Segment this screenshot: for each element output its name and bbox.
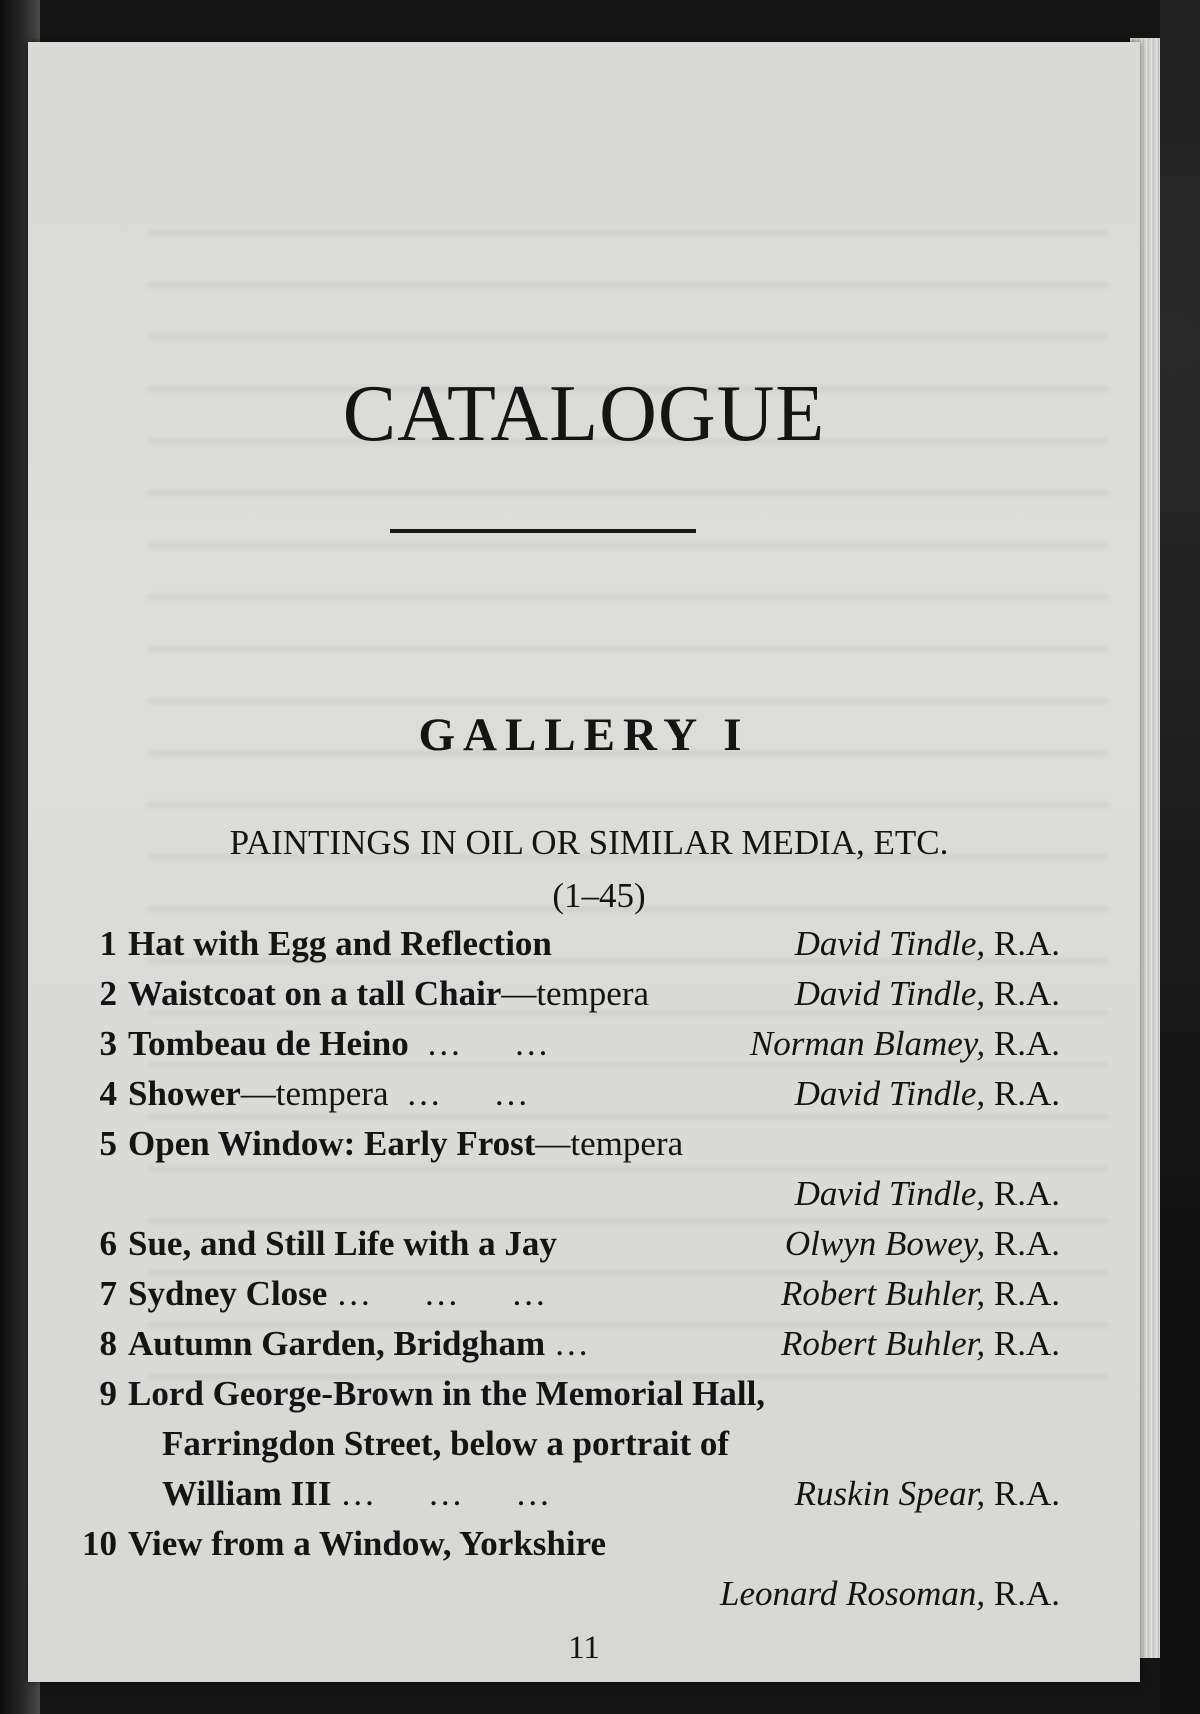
- page-number: 11: [568, 1630, 600, 1666]
- artist-distinction: R.A.: [993, 1474, 1060, 1513]
- leader-dots: … … …: [327, 1274, 547, 1313]
- entry-range: (1–45): [552, 876, 646, 915]
- work-title-line: Lord George-Brown in the Memorial Hall,: [128, 1374, 766, 1413]
- entry-work: [128, 1319, 589, 1369]
- entry-artist: [795, 1069, 1060, 1119]
- work-title: Waistcoat on a tall Chair: [128, 974, 502, 1013]
- leader-dots: …: [545, 1324, 589, 1363]
- work-medium: —tempera: [240, 1074, 389, 1113]
- scan-background-right: [1160, 0, 1200, 1714]
- artist-name: Norman Blamey,: [749, 1024, 986, 1063]
- entry-work: [128, 1069, 529, 1119]
- entry-work: [128, 969, 649, 1019]
- work-title: Autumn Garden, Bridgham: [128, 1324, 546, 1363]
- work-title-line: Farringdon Street, below a portrait of: [162, 1424, 730, 1463]
- catalogue-entry-continuation: [28, 1469, 1140, 1519]
- work-medium: —tempera: [501, 974, 650, 1013]
- entry-work: [128, 1019, 549, 1069]
- work-title-line: William III: [162, 1474, 332, 1513]
- entry-number: 6: [99, 1224, 117, 1263]
- catalogue-entry: [28, 919, 1140, 969]
- artist-name: Olwyn Bowey,: [784, 1224, 986, 1263]
- entry-number: 4: [99, 1074, 117, 1113]
- leader-dots: … …: [388, 1074, 529, 1113]
- work-title: Open Window: Early Frost: [128, 1124, 536, 1163]
- catalogue-entry: [28, 1269, 1140, 1319]
- entry-work: [162, 1469, 550, 1519]
- catalogue-entry: [28, 969, 1140, 1019]
- catalogue-entry-continuation: [28, 1569, 1140, 1619]
- entry-artist: [795, 1169, 1060, 1219]
- leader-dots: … … …: [331, 1474, 551, 1513]
- gallery-heading: GALLERY I: [418, 709, 750, 761]
- work-title: Tombeau de Heino: [128, 1024, 409, 1063]
- catalogue-entry: [28, 1219, 1140, 1269]
- artist-name: David Tindle,: [794, 974, 986, 1013]
- page-heading: CATALOGUE: [342, 370, 826, 458]
- artist-name: Leonard Rosoman,: [720, 1574, 986, 1613]
- artist-name: Robert Buhler,: [780, 1274, 986, 1313]
- artist-distinction: R.A.: [993, 1224, 1060, 1263]
- entry-work: [128, 1519, 606, 1569]
- work-title: Shower: [128, 1074, 241, 1113]
- catalogue-entry: [28, 1119, 1140, 1169]
- entry-artist: [795, 969, 1060, 1019]
- catalogue-page: [28, 42, 1140, 1682]
- entry-artist: [795, 919, 1060, 969]
- artist-name: Ruskin Spear,: [794, 1474, 986, 1513]
- entry-artist: [795, 1469, 1060, 1519]
- artist-distinction: R.A.: [993, 1074, 1060, 1113]
- catalogue-entry: [28, 1319, 1140, 1369]
- catalogue-entry: [28, 1069, 1140, 1119]
- entry-number: 2: [99, 974, 117, 1013]
- artist-distinction: R.A.: [993, 924, 1060, 963]
- catalogue-entry: [28, 1369, 1140, 1419]
- work-title: View from a Window, Yorkshire: [128, 1524, 607, 1563]
- catalogue-entries: [28, 919, 1140, 1619]
- catalogue-entry-continuation: [28, 1419, 1140, 1469]
- entry-artist: [781, 1319, 1060, 1369]
- entry-work: [162, 1419, 729, 1469]
- artist-name: David Tindle,: [794, 1174, 986, 1213]
- entry-number: 3: [99, 1024, 117, 1063]
- entry-artist: [750, 1019, 1060, 1069]
- artist-name: David Tindle,: [794, 924, 986, 963]
- work-title: Hat with Egg and Reflection: [128, 924, 552, 963]
- work-title: Sue, and Still Life with a Jay: [128, 1224, 557, 1263]
- heading-rule: [390, 529, 696, 533]
- entry-number: 9: [99, 1374, 117, 1413]
- entry-number: 8: [99, 1324, 117, 1363]
- leader-dots: … …: [408, 1024, 549, 1063]
- entry-number: 10: [82, 1524, 117, 1563]
- entry-artist: [785, 1219, 1060, 1269]
- artist-distinction: R.A.: [993, 1574, 1060, 1613]
- section-subheading: PAINTINGS IN OIL OR SIMILAR MEDIA, ETC.: [229, 823, 949, 862]
- artist-distinction: R.A.: [993, 1274, 1060, 1313]
- catalogue-entry-continuation: [28, 1169, 1140, 1219]
- artist-distinction: R.A.: [993, 974, 1060, 1013]
- entry-work: [128, 1269, 546, 1319]
- work-medium: —tempera: [535, 1124, 684, 1163]
- entry-artist: [781, 1269, 1060, 1319]
- catalogue-entry: [28, 1019, 1140, 1069]
- artist-distinction: R.A.: [993, 1024, 1060, 1063]
- entry-number: 1: [99, 924, 117, 963]
- entry-work: [128, 1369, 765, 1419]
- catalogue-entry: [28, 1519, 1140, 1569]
- artist-name: David Tindle,: [794, 1074, 986, 1113]
- entry-artist: [720, 1569, 1060, 1619]
- artist-distinction: R.A.: [993, 1324, 1060, 1363]
- entry-work: [128, 919, 552, 969]
- artist-name: Robert Buhler,: [780, 1324, 986, 1363]
- entry-work: [128, 1219, 557, 1269]
- artist-distinction: R.A.: [993, 1174, 1060, 1213]
- entry-work: [128, 1119, 683, 1169]
- entry-number: 7: [99, 1274, 117, 1313]
- work-title: Sydney Close: [128, 1274, 328, 1313]
- entry-number: 5: [99, 1124, 117, 1163]
